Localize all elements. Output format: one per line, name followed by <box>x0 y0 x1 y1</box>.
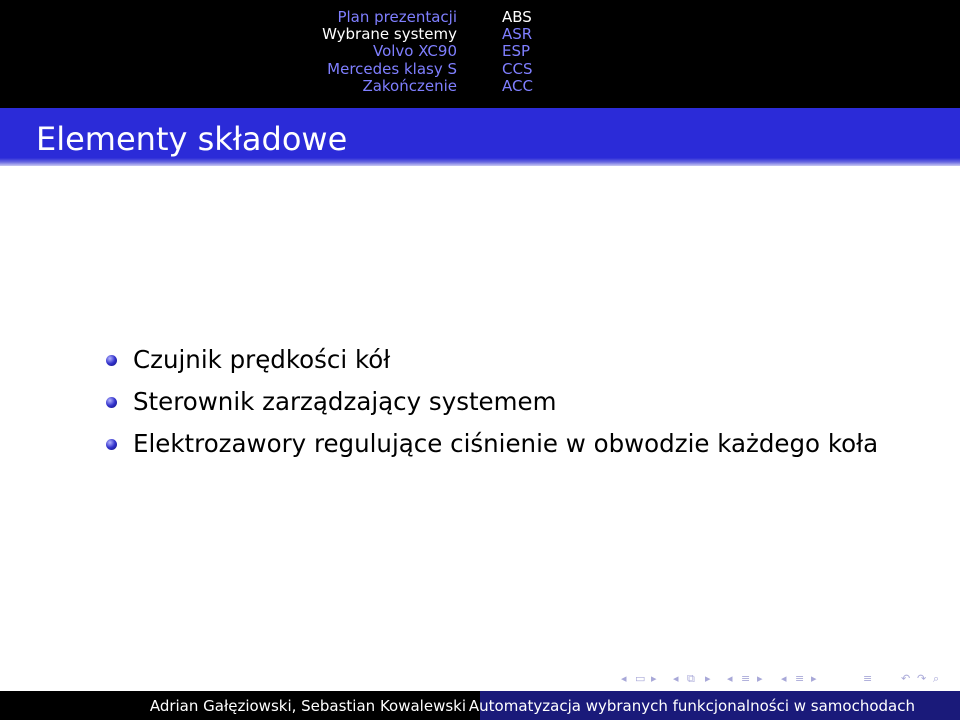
nav-subsection-esp[interactable]: ESP <box>502 42 531 61</box>
bullet-ball-icon <box>106 397 117 408</box>
headline-bar <box>0 0 960 108</box>
footer-title-box <box>468 691 960 720</box>
nav-section-zakonczenie[interactable]: Zakończenie <box>362 76 457 95</box>
nav-subsection-asr[interactable]: ASR <box>502 25 533 44</box>
section-prev-icon[interactable]: ◂ <box>727 672 733 685</box>
frame-prev-icon[interactable]: ◂ <box>621 672 627 685</box>
footline <box>0 691 960 720</box>
subsection-navigation <box>502 9 533 95</box>
presentation-icon[interactable]: ≡ <box>795 672 805 685</box>
search-icon[interactable]: ⌕ <box>933 672 940 685</box>
subsection-next-icon[interactable]: ▸ <box>705 672 711 685</box>
beamer-navigation-symbols <box>621 672 955 688</box>
section-icon[interactable]: ≡ <box>741 672 751 685</box>
frame-icon[interactable]: ▭ <box>635 672 646 685</box>
bullet-text: Elektrozawory regulujące ciśnienie w obwodzie każdego koła <box>133 429 879 458</box>
subsection-icon[interactable]: ⧉ <box>687 672 695 685</box>
nav-section-wybrane-systemy[interactable]: Wybrane systemy <box>322 25 457 44</box>
forward-icon[interactable]: ↷ <box>917 672 927 685</box>
footer-authors-box <box>0 691 480 720</box>
back-icon[interactable]: ↶ <box>901 672 911 685</box>
nav-subsection-abs[interactable]: ABS <box>502 8 532 26</box>
bullet-ball-icon <box>106 355 117 366</box>
bullet-text: Czujnik prędkości kół <box>133 345 391 374</box>
footer-authors: Adrian Gałęziowski, Sebastian Kowalewski <box>149 697 466 715</box>
section-next-icon[interactable]: ▸ <box>757 672 763 685</box>
presentation-prev-icon[interactable]: ◂ <box>781 672 787 685</box>
frame-title-bar <box>0 108 960 166</box>
presentation-next-icon[interactable]: ▸ <box>811 672 817 685</box>
nav-section-mercedes[interactable]: Mercedes klasy S <box>327 59 457 78</box>
nav-section-volvo[interactable]: Volvo XC90 <box>372 42 457 61</box>
frame-next-icon[interactable]: ▸ <box>651 672 657 685</box>
nav-subsection-ccs[interactable]: CCS <box>502 59 533 78</box>
nav-subsection-acc[interactable]: ACC <box>502 76 533 95</box>
frame-title: Elementy składowe <box>36 120 348 158</box>
section-navigation <box>322 9 457 95</box>
bullet-ball-icon <box>106 439 117 450</box>
bullet-text: Sterownik zarządzający systemem <box>133 387 557 416</box>
nav-section-plan[interactable]: Plan prezentacji <box>337 8 457 26</box>
subsection-prev-icon[interactable]: ◂ <box>673 672 679 685</box>
align-icon[interactable]: ≡ <box>863 672 873 685</box>
footer-title: Automatyzacja wybranych funkcjonalności w samochodach <box>468 697 915 715</box>
